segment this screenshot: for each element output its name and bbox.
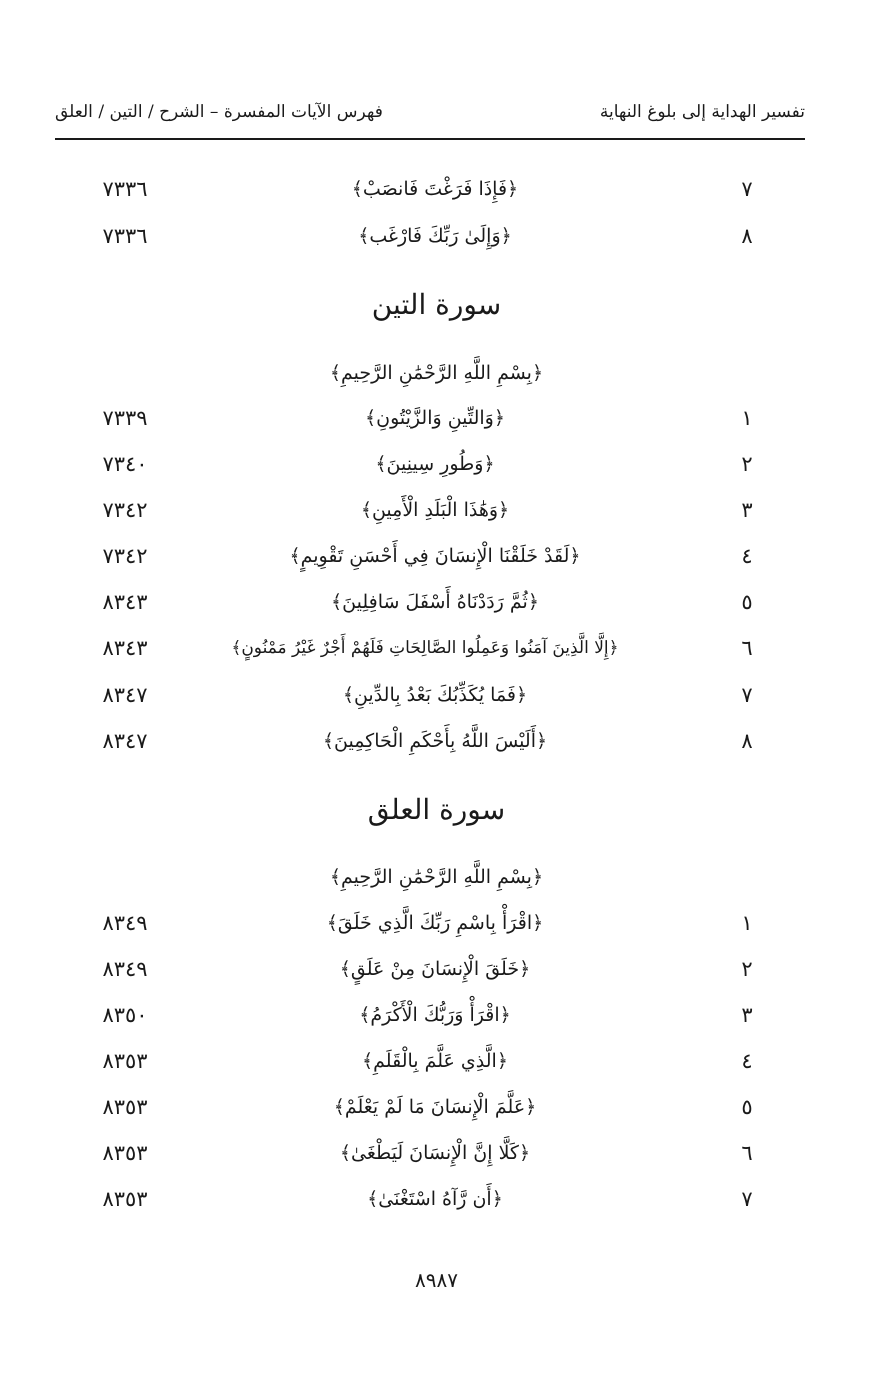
verse-number: ٢ [741,957,753,981]
page-reference: ٨٣٤٣ [102,590,148,614]
surah-title-alaq: سورة العلق [367,793,506,826]
verse-number: ٤ [741,544,753,568]
verse-text: ﴿وَإِلَىٰ رَبِّكَ فَارْغَب﴾ [358,225,512,247]
page-reference: ٨٣٥٣ [102,1095,148,1119]
verse-row [0,723,873,763]
verse-text: ﴿خَلَقَ الْإِنسَانَ مِنْ عَلَقٍ﴾ [339,958,531,980]
page-reference: ٨٣٥٣ [102,1049,148,1073]
verse-row [0,584,873,624]
verse-text: ﴿عَلَّمَ الْإِنسَانَ مَا لَمْ يَعْلَمْ﴾ [333,1096,537,1118]
verse-row [0,1135,873,1175]
verse-number: ٥ [741,590,753,614]
verse-text: ﴿اقْرَأْ بِاسْمِ رَبِّكَ الَّذِي خَلَقَ﴾ [326,912,544,934]
verse-number: ٨ [741,224,753,248]
page-reference: ٨٣٥٠ [102,1003,148,1027]
page-reference: ٨٣٤٩ [102,957,148,981]
verse-row [0,171,873,211]
page-number: ٨٩٨٧ [415,1268,458,1292]
verse-number: ٣ [741,498,753,522]
page-reference: ٨٣٥٣ [102,1141,148,1165]
book-title: تفسير الهداية إلى بلوغ النهاية [599,102,805,122]
verse-row [0,677,873,717]
verse-number: ٨ [741,729,753,753]
page-reference: ٧٣٣٩ [102,406,148,430]
page-reference: ٧٣٣٦ [102,224,148,248]
page-reference: ٧٣٣٦ [102,177,148,201]
verse-text: ﴿أَن رَّآهُ اسْتَغْنَىٰ﴾ [367,1188,503,1210]
verse-row [0,951,873,991]
basmala-alaq: ﴿بِسْمِ اللَّهِ الرَّحْمَٰنِ الرَّحِيمِ﴾ [329,866,544,888]
verse-number: ١ [741,911,753,935]
page-reference: ٨٣٤٩ [102,911,148,935]
verse-text: ﴿لَقَدْ خَلَقْنَا الْإِنسَانَ فِي أَحْسَنِ تَقْوِيمٍ﴾ [289,545,581,567]
verse-row [0,1043,873,1083]
verse-row [0,1181,873,1221]
page-reference: ٧٣٤٠ [102,452,148,476]
surah-title-tin: سورة التين [371,288,502,321]
verse-text: ﴿وَهَٰذَا الْبَلَدِ الْأَمِينِ﴾ [360,499,510,521]
page-reference: ٧٣٤٢ [102,498,148,522]
page-reference: ٨٣٤٧ [102,729,148,753]
page-reference: ٧٣٤٢ [102,544,148,568]
verse-text: ﴿وَالتِّينِ وَالزَّيْتُونِ﴾ [365,407,505,429]
basmala-tin: ﴿بِسْمِ اللَّهِ الرَّحْمَٰنِ الرَّحِيمِ﴾ [329,362,544,384]
verse-row [0,492,873,532]
verse-number: ٥ [741,1095,753,1119]
verse-number: ٣ [741,1003,753,1027]
verse-number: ٢ [741,452,753,476]
verse-row [0,997,873,1037]
verse-row [0,446,873,486]
verse-row [0,538,873,578]
page-reference: ٨٣٥٣ [102,1187,148,1211]
verse-row [0,218,873,258]
verse-number: ٦ [741,636,753,660]
verse-text: ﴿فَإِذَا فَرَغْتَ فَانصَبْ﴾ [351,178,519,200]
running-header [55,100,805,130]
verse-text: ﴿فَمَا يُكَذِّبُكَ بَعْدُ بِالدِّينِ﴾ [342,684,528,706]
verse-number: ٤ [741,1049,753,1073]
header-rule [55,138,805,140]
verse-text: ﴿إِلَّا الَّذِينَ آمَنُوا وَعَمِلُوا الصَّالِحَاتِ فَلَهُمْ أَجْرٌ غَيْرُ مَمْنُونٍ﴾ [231,638,619,658]
verse-row [0,1089,873,1129]
verse-text: ﴿ثُمَّ رَدَدْنَاهُ أَسْفَلَ سَافِلِينَ﴾ [331,591,539,613]
page-reference: ٨٣٤٧ [102,683,148,707]
section-title: فهرس الآيات المفسرة – الشرح / التين / العلق [55,102,383,122]
verse-row [0,630,873,670]
verse-row [0,400,873,440]
verse-number: ١ [741,406,753,430]
verse-text: ﴿وَطُورِ سِينِينَ﴾ [375,453,495,475]
verse-number: ٧ [741,177,753,201]
verse-number: ٦ [741,1141,753,1165]
verse-row [0,905,873,945]
verse-text: ﴿أَلَيْسَ اللَّهُ بِأَحْكَمِ الْحَاكِمِينَ﴾ [322,730,548,752]
verse-number: ٧ [741,1187,753,1211]
verse-text: ﴿الَّذِي عَلَّمَ بِالْقَلَمِ﴾ [362,1050,508,1072]
page-reference: ٨٣٤٣ [102,636,148,660]
verse-text: ﴿كَلَّا إِنَّ الْإِنسَانَ لَيَطْغَىٰ﴾ [339,1142,531,1164]
verse-number: ٧ [741,683,753,707]
verse-text: ﴿اقْرَأْ وَرَبُّكَ الْأَكْرَمُ﴾ [359,1004,511,1026]
